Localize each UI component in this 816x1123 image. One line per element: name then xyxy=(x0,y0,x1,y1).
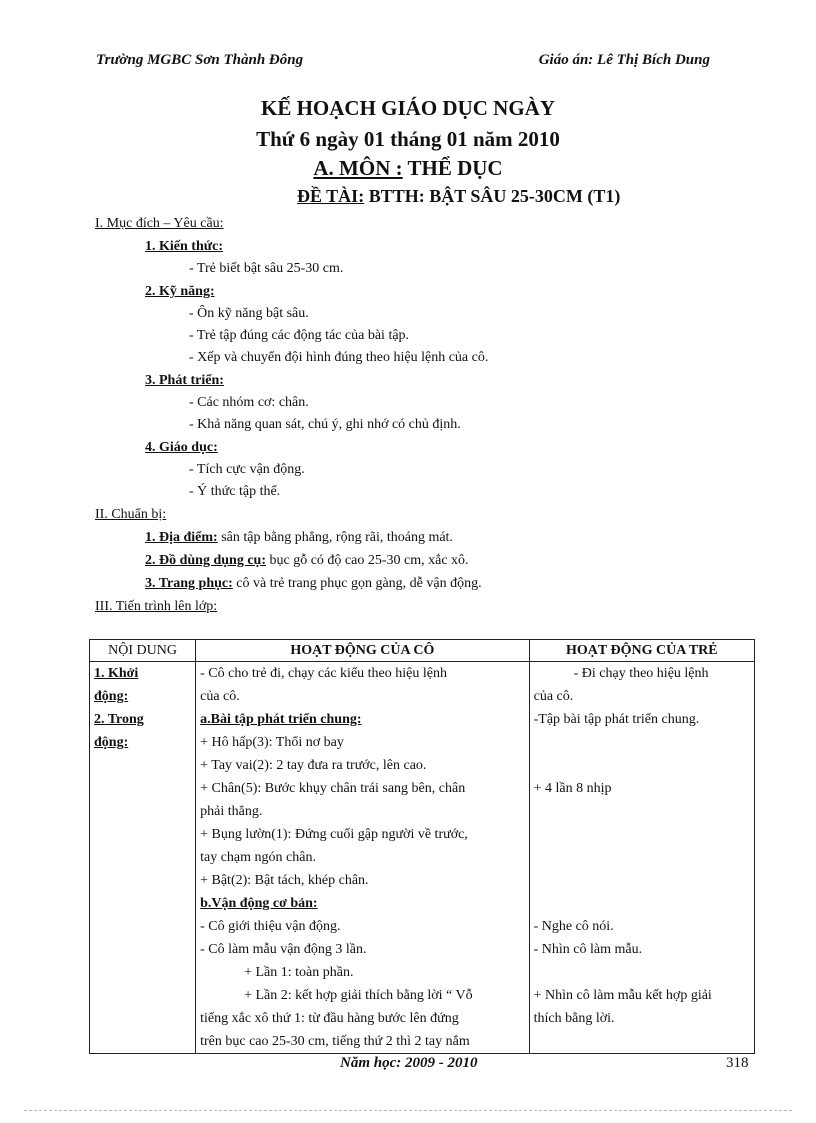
location-label: 1. Địa điểm: xyxy=(145,530,218,545)
teacher-line: tay chạm ngón chân. xyxy=(200,850,316,865)
equipment-line xyxy=(145,551,469,571)
header-child-activity: HOẠT ĐỘNG CỦA TRẺ xyxy=(529,640,754,662)
knowledge-heading: 1. Kiến thức: xyxy=(145,239,224,254)
skills-item-3: - Xếp và chuyển đội hình đúng theo hiệu lệnh của cô. xyxy=(189,350,489,365)
teacher-line: - Cô làm mẫu vận động 3 lần. xyxy=(200,942,367,957)
content-line: động: xyxy=(94,735,129,750)
teacher-line: tiếng xắc xô thứ 1: từ đầu hàng bước lên đứng xyxy=(200,1011,459,1026)
costume-text: cô và trẻ trang phục gọn gàng, dễ vận động. xyxy=(232,576,482,591)
section-1-3-heading xyxy=(145,371,224,391)
child-line xyxy=(534,800,750,823)
child-line: -Tập bài tập phát triển chung. xyxy=(533,712,700,727)
skills-heading: 2. Kỹ năng: xyxy=(145,284,215,299)
section-3-text: III. Tiến trình lên lớp: xyxy=(95,599,218,614)
teacher-line: trên bục cao 25-30 cm, tiếng thứ 2 thì 2 tay nắm xyxy=(200,1034,470,1049)
section-3-heading xyxy=(95,597,217,617)
child-line: + 4 lần 8 nhịp xyxy=(533,781,612,796)
education-heading: 4. Giáo dục: xyxy=(145,440,218,455)
teacher-line: + Lần 1: toàn phần. xyxy=(244,965,354,980)
teacher-line: + Lần 2: kết hợp giải thích bằng lời “ Vỗ xyxy=(244,988,473,1003)
teacher-line: + Bật(2): Bật tách, khép chân. xyxy=(200,873,369,888)
child-line: thích bằng lời. xyxy=(533,1011,615,1026)
knowledge-item: - Trẻ biết bật sâu 25-30 cm. xyxy=(189,261,344,276)
header-teacher-activity: HOẠT ĐỘNG CỦA CÔ xyxy=(196,640,530,662)
teacher-line: + Bụng lườn(1): Đứng cuối gập người về trước, xyxy=(200,827,468,842)
child-line xyxy=(534,846,750,869)
content-line: 2. Trong xyxy=(94,712,144,727)
education-item-2: - Ý thức tập thể. xyxy=(189,484,281,499)
content-line: 1. Khởi xyxy=(94,666,139,681)
document-date: Thứ 6 ngày 01 tháng 01 năm 2010 xyxy=(256,127,560,151)
teacher-line: phải thẳng. xyxy=(200,804,263,819)
teacher-line: + Chân(5): Bước khụy chân trái sang bên, chân xyxy=(200,781,466,796)
child-line xyxy=(534,731,750,754)
location-text: sân tập bằng phẳng, rộng rãi, thoáng mát. xyxy=(217,530,453,545)
education-item-1: - Tích cực vận động. xyxy=(189,462,305,477)
child-line xyxy=(534,1030,750,1053)
topic-prefix: ĐỀ TÀI: xyxy=(297,186,365,206)
teacher-name: Giáo án: Lê Thị Bích Dung xyxy=(538,52,710,68)
costume-label: 3. Trang phục: xyxy=(145,576,233,591)
teacher-line: của cô. xyxy=(200,689,240,704)
location-line xyxy=(145,528,453,548)
page-number: 318 xyxy=(726,1055,749,1071)
skills-item-1: - Ôn kỹ năng bật sâu. xyxy=(189,306,309,321)
equipment-label: 2. Đồ dùng dụng cụ: xyxy=(145,553,266,568)
content-line: động: xyxy=(94,689,129,704)
topic-name: BTTH: BẬT SÂU 25-30CM (T1) xyxy=(364,186,621,206)
section-1-heading xyxy=(95,214,224,234)
section-1-text: I. Mục đích – Yêu cầu: xyxy=(95,216,224,231)
child-line: - Nhìn cô làm mẫu. xyxy=(533,942,643,957)
child-line xyxy=(534,823,750,846)
child-line: - Đi chạy theo hiệu lệnh xyxy=(573,666,709,681)
table-header-row xyxy=(90,640,755,662)
teacher-line: + Tay vai(2): 2 tay đưa ra trước, lên cao. xyxy=(200,758,427,773)
teacher-activity-cell xyxy=(196,662,530,1054)
section-2-heading xyxy=(95,505,166,525)
teacher-line: - Cô cho trẻ đi, chạy các kiểu theo hiệu lệnh xyxy=(200,666,447,681)
child-line xyxy=(534,961,750,984)
header-content: NỘI DUNG xyxy=(90,640,196,662)
document-title: KẾ HOẠCH GIÁO DỤC NGÀY xyxy=(260,96,555,120)
development-item-1: - Các nhóm cơ: chân. xyxy=(189,395,309,410)
section-1-2-heading xyxy=(145,282,215,302)
teacher-line: b.Vận động cơ bản: xyxy=(200,896,318,911)
subject-name: THỂ DỤC xyxy=(402,156,503,180)
child-line: - Nghe cô nói. xyxy=(533,919,614,934)
subject-line xyxy=(0,156,816,181)
child-line: của cô. xyxy=(533,689,574,704)
section-1-4-heading xyxy=(145,438,218,458)
table-row xyxy=(90,662,755,1054)
costume-line xyxy=(145,574,482,594)
section-2-text: II. Chuẩn bị: xyxy=(95,507,167,522)
child-line xyxy=(534,869,750,892)
teacher-line: a.Bài tập phát triển chung: xyxy=(200,712,362,727)
lesson-plan-table xyxy=(89,639,755,1054)
child-line: + Nhìn cô làm mẫu kết hợp giải xyxy=(533,988,712,1003)
school-name: Trường MGBC Sơn Thành Đông xyxy=(96,52,304,68)
child-line xyxy=(534,892,750,915)
skills-item-2: - Trẻ tập đúng các động tác của bài tập. xyxy=(189,328,410,343)
content-cell xyxy=(90,662,196,1054)
child-activity-cell xyxy=(529,662,754,1054)
development-item-2: - Khả năng quan sát, chú ý, ghi nhớ có chủ định. xyxy=(189,417,461,432)
topic-line xyxy=(297,186,620,207)
subject-prefix: A. MÔN : xyxy=(313,156,403,180)
school-year: Năm học: 2009 - 2010 xyxy=(340,1055,478,1071)
teacher-line: - Cô giới thiệu vận động. xyxy=(200,919,341,934)
equipment-text: bục gỗ có độ cao 25-30 cm, xắc xô. xyxy=(266,553,469,568)
page-divider xyxy=(24,1110,792,1111)
child-line xyxy=(534,754,750,777)
teacher-line: + Hô hấp(3): Thổi nơ bay xyxy=(200,735,344,750)
section-1-1-heading xyxy=(145,237,223,257)
development-heading: 3. Phát triển: xyxy=(145,373,224,388)
